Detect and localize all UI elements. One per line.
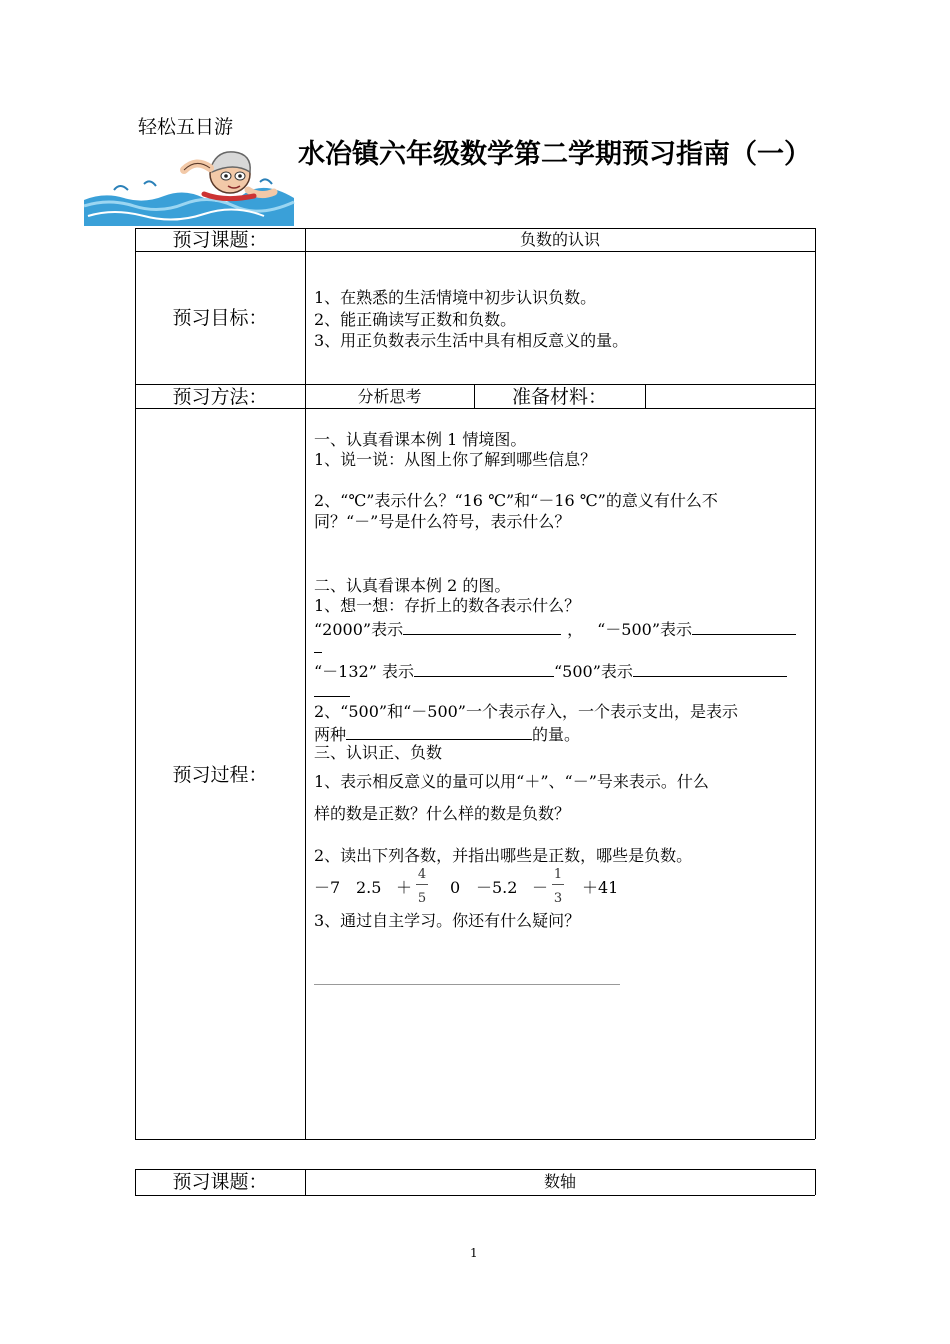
fill-blank[interactable] — [633, 660, 787, 677]
fraction-bar — [416, 884, 428, 885]
table1-border-bottom — [135, 1139, 815, 1140]
table1-divider — [305, 228, 306, 1139]
question-text: 1、想一想：存折上的数各表示什么？ — [314, 596, 581, 615]
fill-blank[interactable] — [692, 618, 796, 635]
question-text: 3、通过自主学习。你还有什么疑问？ — [314, 911, 581, 930]
question-text: 2、“500”和“－500”一个表示存入，一个表示支出，是表示 — [314, 702, 738, 721]
topic-label: 预习课题： — [172, 229, 268, 251]
goal-item: 3、用正负数表示生活中具有相反意义的量。 — [314, 331, 629, 350]
topic-value: 数轴 — [543, 1172, 576, 1191]
number-item: 0 — [450, 878, 461, 897]
question-text: 1、表示相反意义的量可以用“＋”、“－”号来表示。什么 — [314, 772, 709, 791]
process-label: 预习过程： — [172, 764, 268, 786]
answer-prefix: “－500”表示 — [597, 620, 693, 639]
answer-line — [314, 660, 787, 682]
fraction-numerator: 4 — [417, 867, 427, 882]
topic-label: 预习课题： — [172, 1171, 268, 1193]
fill-blank[interactable] — [414, 660, 554, 677]
method-value: 分析思考 — [357, 387, 422, 406]
subtitle: 轻松五日游 — [138, 116, 234, 138]
table1-divider — [135, 408, 815, 409]
fraction-denominator: 3 — [553, 891, 563, 906]
question-text: 2、“℃”表示什么？“16 ℃”和“－16 ℃”的意义有什么不 — [314, 491, 718, 510]
table1-border-right — [815, 228, 816, 1139]
number-item: －5.2 — [476, 878, 518, 897]
materials-label: 准备材料： — [511, 386, 607, 408]
answer-prefix: “－132” 表示 — [314, 662, 414, 681]
goal-item: 2、能正确读写正数和负数。 — [314, 310, 517, 329]
question-text: 1、说一说：从图上你了解到哪些信息？ — [314, 450, 597, 469]
answer-separator: ， — [567, 620, 584, 639]
topic-value: 负数的认识 — [519, 230, 600, 249]
section-heading: 二、认真看课本例 2 的图。 — [314, 576, 511, 595]
table1-border-left — [135, 228, 136, 1139]
table1-divider — [645, 384, 646, 408]
method-label: 预习方法： — [172, 386, 268, 408]
goal-item: 1、在熟悉的生活情境中初步认识负数。 — [314, 288, 597, 307]
fraction-denominator: 5 — [417, 891, 427, 906]
table2-border-bottom — [135, 1195, 815, 1196]
fraction-numerator: 1 — [553, 867, 563, 882]
table1-divider — [135, 384, 815, 385]
table1-divider — [135, 251, 815, 252]
table2-border-top — [135, 1169, 815, 1170]
page-number: 1 — [470, 1246, 478, 1260]
section-heading: 三、认识正、负数 — [314, 743, 443, 762]
fill-blank[interactable] — [346, 723, 532, 740]
answer-line — [314, 723, 580, 745]
page-title: 水冶镇六年级数学第二学期预习指南（一） — [298, 139, 811, 170]
section-heading: 一、认真看课本例 1 情境图。 — [314, 430, 527, 449]
fill-blank[interactable] — [314, 696, 350, 697]
answer-prefix: 两种 — [314, 725, 347, 744]
fraction-bar — [552, 884, 564, 885]
answer-line-blank[interactable] — [314, 984, 620, 985]
fill-blank[interactable] — [403, 618, 561, 635]
number-item: －7 — [314, 878, 341, 897]
goal-label: 预习目标： — [172, 307, 268, 329]
number-sign: － — [532, 878, 549, 897]
question-text: 2、读出下列各数，并指出哪些是正数，哪些是负数。 — [314, 846, 693, 865]
number-item: 2.5 — [356, 878, 382, 897]
question-text: 同？“－”号是什么符号，表示什么？ — [314, 512, 571, 531]
answer-line — [314, 618, 796, 640]
answer-prefix: “500”表示 — [554, 662, 633, 681]
answer-suffix: 的量。 — [532, 725, 581, 744]
number-item: ＋41 — [582, 878, 619, 897]
number-sign: ＋ — [396, 878, 413, 897]
fill-blank[interactable] — [314, 652, 322, 653]
answer-prefix: “2000”表示 — [314, 620, 404, 639]
table2-border-right — [815, 1169, 816, 1195]
question-text: 样的数是正数？什么样的数是负数？ — [314, 804, 571, 823]
swimmer-icon — [84, 140, 296, 226]
